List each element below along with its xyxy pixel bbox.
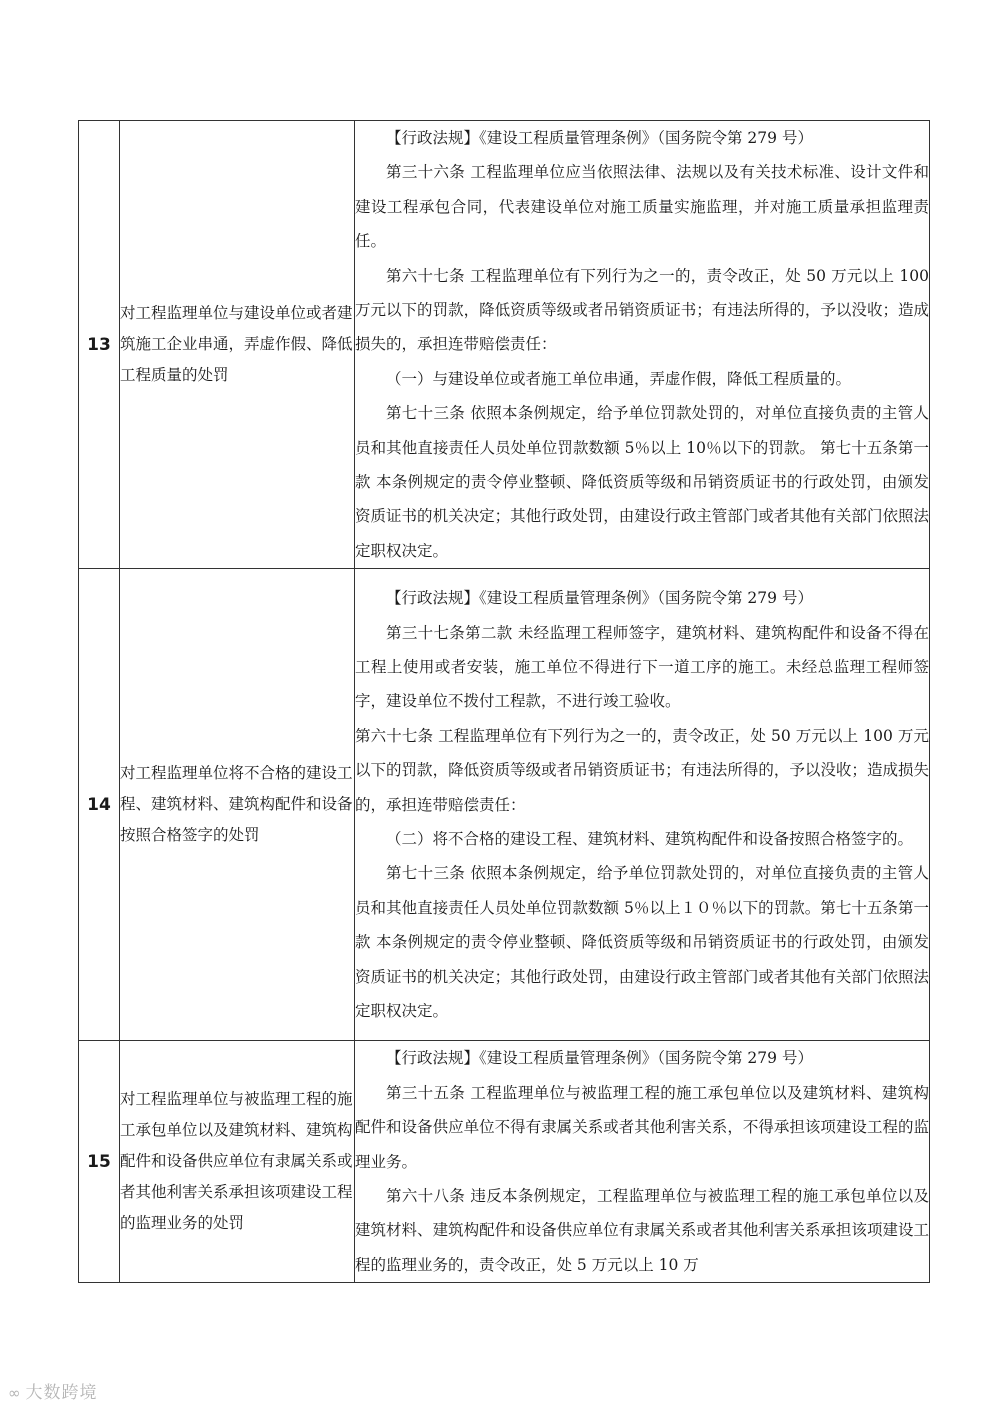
legal-basis [355,121,930,569]
law-title: 【行政法规】《建设工程质量管理条例》（国务院令第 279 号） [386,129,813,147]
law-article: 第六十七条 工程监理单位有下列行为之一的，责令改正，处 50 万元以上 100 万元以下的罚款，降低资质等级或者吊销资质证书；有违法所得的，予以没收；造成损失的，承担连带赔偿责任： [355,726,929,814]
row-number: 13 [79,121,120,569]
watermark-text: 大数跨境 [25,1383,98,1403]
penalty-subject: 对工程监理单位与被监理工程的施工承包单位以及建筑材料、建筑构配件和设备供应单位有隶属关系或者其他利害关系承担该项建设工程的监理业务的处罚 [120,1041,355,1283]
law-article: 第三十七条第二款 未经监理工程师签字，建筑材料、建筑构配件和设备不得在工程上使用或者安装，施工单位不得进行下一道工序的施工。未经总监理工程师签字，建设单位不拨付工程款，不进行竣工验收。 [355,623,929,711]
law-title: 【行政法规】《建设工程质量管理条例》（国务院令第 279 号） [386,1049,813,1068]
watermark-logo-icon: ∞ [8,1384,22,1402]
law-article: 第三十五条 工程监理单位与被监理工程的施工承包单位以及建筑材料、建筑构配件和设备供应单位不得有隶属关系或者其他利害关系，不得承担该项建设工程的监理业务。 [355,1083,929,1171]
row-number: 15 [79,1041,120,1283]
law-title: 【行政法规】《建设工程质量管理条例》（国务院令第 279 号） [386,589,813,608]
table-row [79,569,930,1041]
law-article: 第六十八条 违反本条例规定，工程监理单位与被监理工程的施工承包单位以及建筑材料、建筑构配件和设备供应单位有隶属关系或者其他利害关系承担该项建设工程的监理业务的，责令改正，处 5 万元以上 10 万 [355,1186,929,1274]
penalty-table [78,120,930,1283]
law-article: （一）与建设单位或者施工单位串通，弄虚作假，降低工程质量的。 [386,369,852,388]
law-article: 第三十六条 工程监理单位应当依照法律、法规以及有关技术标准、设计文件和建设工程承包合同，代表建设单位对施工质量实施监理，并对施工质量承担监理责任。 [355,163,929,251]
row-number: 14 [79,569,120,1041]
penalty-subject: 对工程监理单位与建设单位或者建筑施工企业串通，弄虚作假、降低工程质量的处罚 [120,121,355,569]
legal-basis [355,1041,930,1283]
law-article: 第七十三条 依照本条例规定，给予单位罚款处罚的，对单位直接负责的主管人员和其他直接责任人员处单位罚款数额 5％以上１０％以下的罚款。第七十五条第一款 本条例规定的责令停业整顿、降低资质等级和吊销资质证书的行政处罚，由颁发资质证书的机关决定；其他行政处罚，由建设行政主管部门或者其他有关部门依照法定职权决定。 [355,864,929,1021]
law-article: 第七十三条 依照本条例规定，给予单位罚款处罚的，对单位直接负责的主管人员和其他直接责任人员处单位罚款数额 5％以上 10％以下的罚款。 第七十五条第一款 本条例规定的责令停业整顿、降低资质等级和吊销资质证书的行政处罚，由颁发资质证书的机关决定；其他行政处罚，由建设行政主管部门或者其他有关部门依照法定职权决定。 [355,404,929,560]
table-row [79,1041,930,1283]
watermark [8,1378,98,1403]
legal-basis [355,569,930,1041]
penalty-subject: 对工程监理单位将不合格的建设工程、建筑材料、建筑构配件和设备按照合格签字的处罚 [120,569,355,1041]
law-article: 第六十七条 工程监理单位有下列行为之一的，责令改正，处 50 万元以上 100 万元以下的罚款，降低资质等级或者吊销资质证书；有违法所得的，予以没收；造成损失的，承担连带赔偿责任： [355,266,929,354]
table-row [79,121,930,569]
law-article: （二）将不合格的建设工程、建筑材料、建筑构配件和设备按照合格签字的。 [386,829,914,848]
